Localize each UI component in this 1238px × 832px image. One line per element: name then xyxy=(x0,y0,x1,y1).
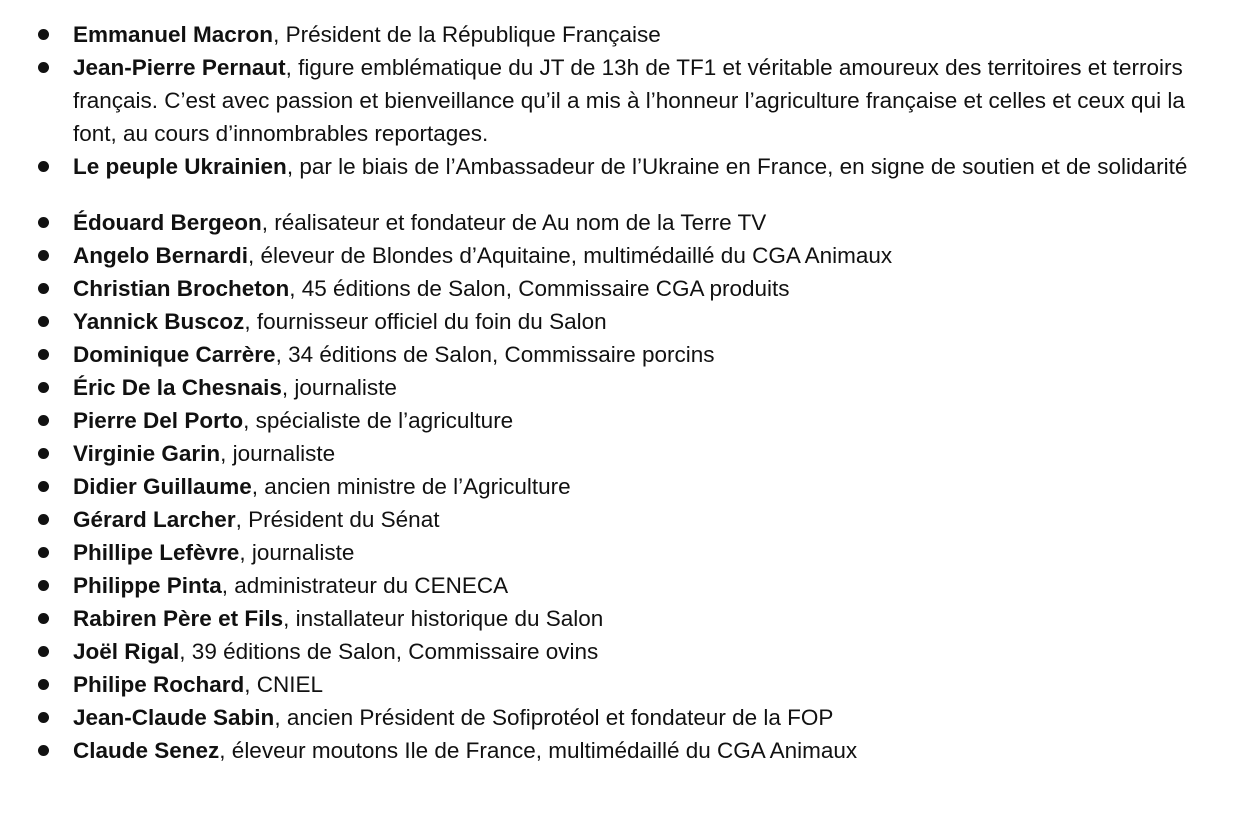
person-name: Emmanuel Macron xyxy=(73,22,274,47)
person-description: , installateur historique du Salon xyxy=(283,606,604,631)
person-description: , 34 éditions de Salon, Commissaire porcins xyxy=(275,342,715,367)
person-name: Yannick Buscoz xyxy=(73,309,245,334)
person-description: , réalisateur et fondateur de Au nom de la Terre TV xyxy=(261,210,767,235)
person-name: Éric De la Chesnais xyxy=(73,375,282,400)
bullet-icon xyxy=(38,62,49,73)
bullet-icon xyxy=(38,580,49,591)
person-description: , ancien ministre de l’Agriculture xyxy=(251,474,571,499)
bullet-icon xyxy=(38,382,49,393)
bullet-icon xyxy=(38,161,49,172)
honoree-list-primary xyxy=(0,18,1238,183)
person-description: , par le biais de l’Ambassadeur de l’Ukraine en France, en signe de soutien et de solidarité xyxy=(286,154,1188,179)
bullet-icon xyxy=(38,316,49,327)
bullet-icon xyxy=(38,514,49,525)
person-name: Philippe Pinta xyxy=(73,573,222,598)
bullet-icon xyxy=(38,679,49,690)
bullet-icon xyxy=(38,646,49,657)
bullet-icon xyxy=(38,745,49,756)
list-item xyxy=(0,206,1238,239)
list-item xyxy=(0,150,1238,183)
list-item xyxy=(0,371,1238,404)
bullet-icon xyxy=(38,448,49,459)
bullet-icon xyxy=(38,613,49,624)
person-name: Rabiren Père et Fils xyxy=(73,606,284,631)
list-item xyxy=(0,668,1238,701)
list-item xyxy=(0,338,1238,371)
bullet-icon xyxy=(38,217,49,228)
person-name: Pierre Del Porto xyxy=(73,408,244,433)
list-item xyxy=(0,305,1238,338)
person-description: , 45 éditions de Salon, Commissaire CGA produits xyxy=(289,276,790,301)
list-item xyxy=(0,635,1238,668)
bullet-icon xyxy=(38,481,49,492)
person-name: Didier Guillaume xyxy=(73,474,252,499)
person-name: Philipe Rochard xyxy=(73,672,245,697)
person-description: , administrateur du CENECA xyxy=(221,573,509,598)
person-description: , éleveur de Blondes d’Aquitaine, multimédaillé du CGA Animaux xyxy=(248,243,893,268)
person-name: Jean-Pierre Pernaut xyxy=(73,55,286,80)
person-description: , 39 éditions de Salon, Commissaire ovins xyxy=(179,639,599,664)
list-item xyxy=(0,437,1238,470)
list-item xyxy=(0,239,1238,272)
person-name: Angelo Bernardi xyxy=(73,243,249,268)
person-description: , fournisseur officiel du foin du Salon xyxy=(244,309,607,334)
bullet-icon xyxy=(38,283,49,294)
bullet-icon xyxy=(38,250,49,261)
person-name: Phillipe Lefèvre xyxy=(73,540,240,565)
person-name: Claude Senez xyxy=(73,738,220,763)
bullet-icon xyxy=(38,547,49,558)
list-gap xyxy=(0,183,1238,206)
honoree-list-secondary xyxy=(0,206,1238,767)
list-item xyxy=(0,470,1238,503)
person-description: , figure emblématique du JT de 13h de TF1 et véritable amoureux des territoires et terroirs français. C’est avec passion et bienveillance qu’il a mis à l’honneur l’agriculture française et celles et ceux qui la font, au cours d’innombrables reportages. xyxy=(73,55,1185,146)
bullet-icon xyxy=(38,712,49,723)
person-description: , journaliste xyxy=(220,441,336,466)
list-item xyxy=(0,503,1238,536)
person-name: Édouard Bergeon xyxy=(73,210,262,235)
list-item xyxy=(0,536,1238,569)
bullet-icon xyxy=(38,349,49,360)
person-description: , Président du Sénat xyxy=(235,507,440,532)
list-item xyxy=(0,701,1238,734)
person-name: Dominique Carrère xyxy=(73,342,276,367)
list-item xyxy=(0,18,1238,51)
person-description: , journaliste xyxy=(239,540,355,565)
bullet-icon xyxy=(38,415,49,426)
person-name: Le peuple Ukrainien xyxy=(73,154,287,179)
person-name: Jean-Claude Sabin xyxy=(73,705,275,730)
person-name: Gérard Larcher xyxy=(73,507,236,532)
person-description: , ancien Président de Sofiprotéol et fondateur de la FOP xyxy=(274,705,834,730)
list-item xyxy=(0,404,1238,437)
list-item xyxy=(0,734,1238,767)
bullet-icon xyxy=(38,29,49,40)
person-name: Christian Brocheton xyxy=(73,276,290,301)
list-item xyxy=(0,51,1238,150)
list-item xyxy=(0,272,1238,305)
person-name: Virginie Garin xyxy=(73,441,221,466)
list-item xyxy=(0,569,1238,602)
person-description: , spécialiste de l’agriculture xyxy=(243,408,514,433)
person-name: Joël Rigal xyxy=(73,639,180,664)
person-description: , éleveur moutons Ile de France, multimédaillé du CGA Animaux xyxy=(219,738,858,763)
person-description: , journaliste xyxy=(281,375,397,400)
list-item xyxy=(0,602,1238,635)
person-description: , CNIEL xyxy=(244,672,324,697)
person-description: , Président de la République Française xyxy=(273,22,661,47)
